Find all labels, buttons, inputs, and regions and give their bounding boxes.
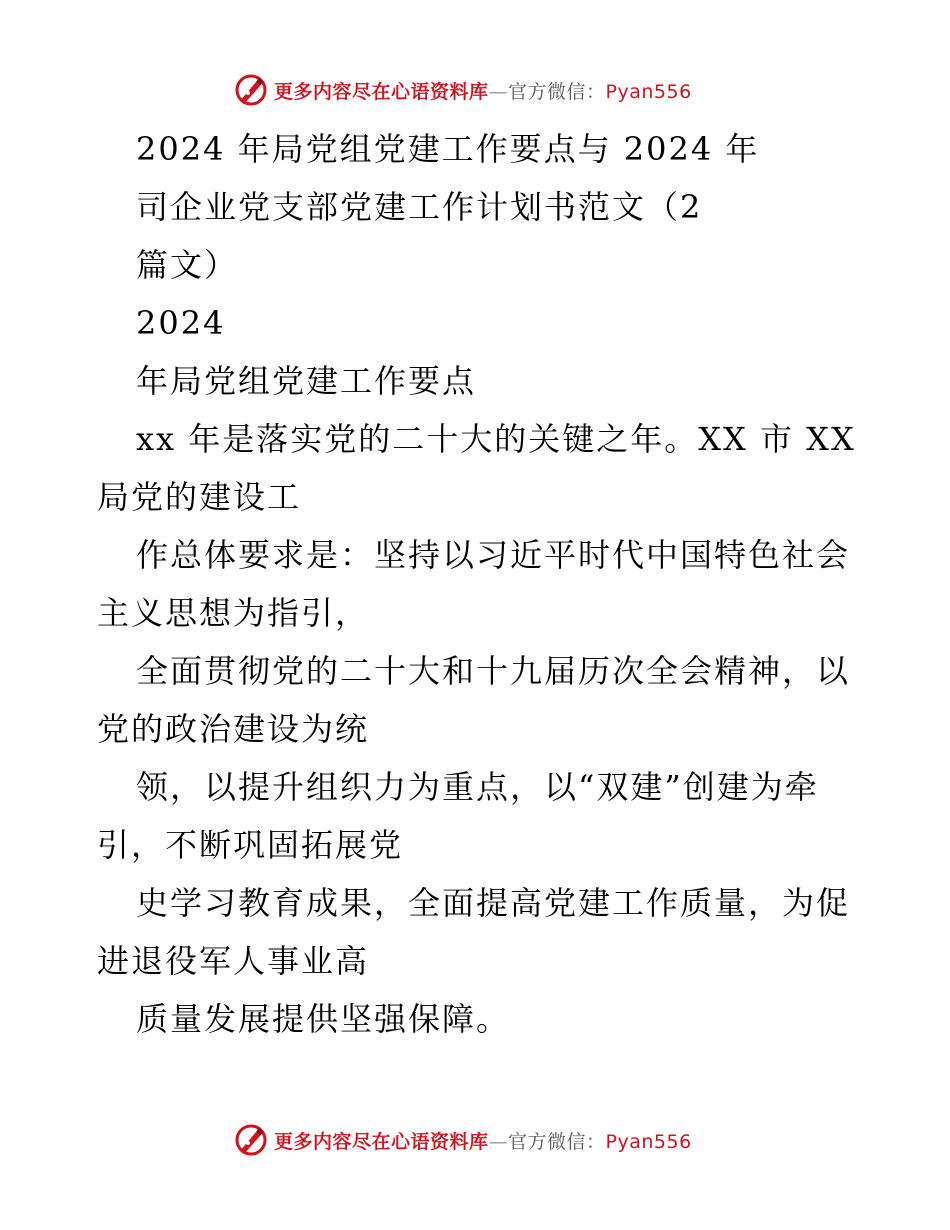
watermark-wechat-id: Pyan556 — [605, 80, 692, 103]
pen-logo-icon — [234, 1123, 268, 1157]
paragraph-line: 党的政治建设为统 — [97, 710, 370, 748]
watermark-brand: 更多内容尽在心语资料库 — [274, 1130, 489, 1153]
watermark-separator: — — [488, 1130, 509, 1153]
pen-logo-icon — [234, 73, 268, 107]
paragraph-line: 全面贯彻党的二十大和十九届历次全会精神，以 — [136, 652, 851, 690]
watermark-text — [274, 1127, 692, 1154]
section-heading: 年局党组党建工作要点 — [136, 362, 477, 400]
paragraph-line: 史学习教育成果，全面提高党建工作质量，为促 — [136, 884, 851, 922]
title-line-1: 2024 年局党组党建工作要点与 2024 年 — [136, 130, 760, 168]
header-watermark — [234, 72, 714, 108]
paragraph-line: xx 年是落实党的二十大的关键之年。XX 市 XX — [136, 420, 856, 458]
paragraph-line: 质量发展提供坚强保障。 — [136, 1000, 511, 1038]
paragraph-line: 领，以提升组织力为重点，以“双建”创建为牵 — [136, 768, 819, 806]
watermark-separator: — — [488, 80, 509, 103]
watermark-text — [274, 77, 692, 104]
paragraph-line: 进退役军人事业高 — [97, 942, 370, 980]
document-body — [97, 120, 857, 1048]
title-line-2: 司企业党支部党建工作计划书范文（2 — [136, 188, 703, 226]
watermark-brand: 更多内容尽在心语资料库 — [274, 80, 489, 103]
subtitle-year: 2024 — [136, 304, 226, 342]
paragraph-line: 作总体要求是：坚持以习近平时代中国特色社会 — [136, 536, 851, 574]
paragraph-line: 局党的建设工 — [97, 478, 302, 516]
footer-watermark — [234, 1122, 714, 1158]
title-line-3: 篇文） — [136, 246, 239, 284]
watermark-wechat-id: Pyan556 — [605, 1130, 692, 1153]
paragraph-line: 主义思想为指引， — [97, 594, 370, 632]
watermark-label: 官方微信： — [508, 80, 606, 103]
watermark-label: 官方微信： — [508, 1130, 606, 1153]
paragraph-line: 引，不断巩固拓展党 — [97, 826, 404, 864]
